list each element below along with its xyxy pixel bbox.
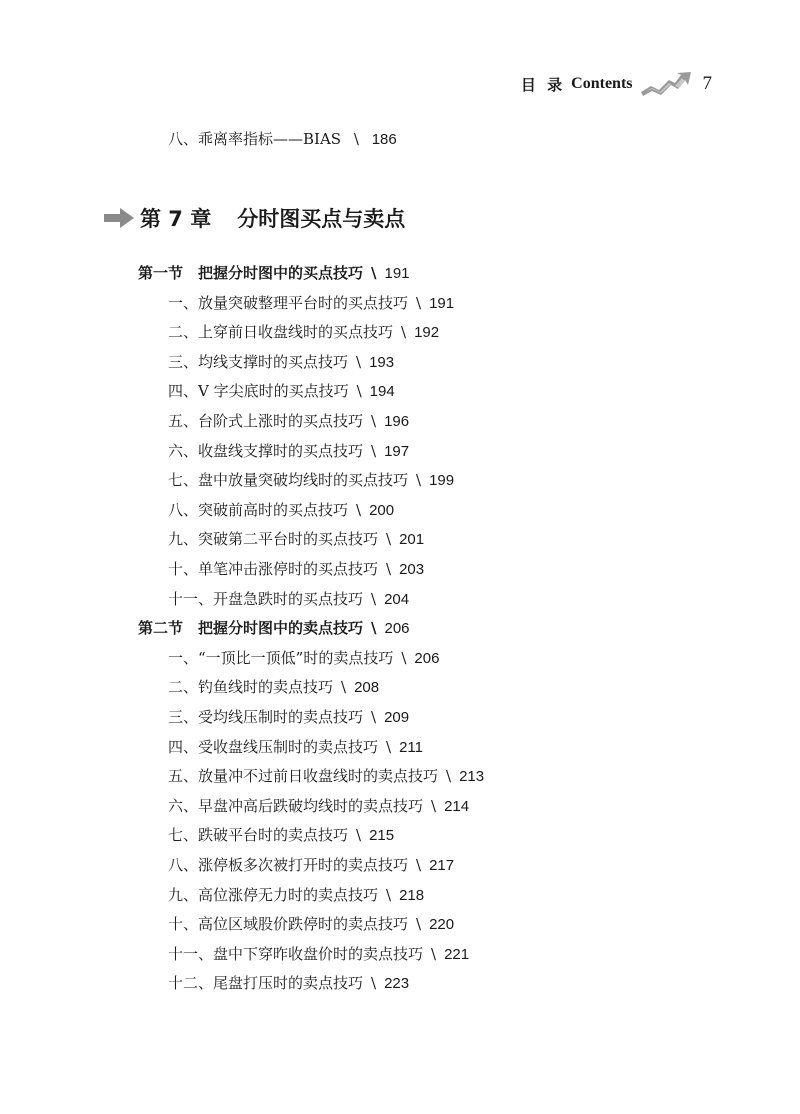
chapter-number: 第 7 章 [140,207,212,231]
toc-entry[interactable] [168,321,439,342]
toc-entry[interactable] [168,943,469,964]
toc-page-number: 203 [399,561,425,578]
toc-entry-label: 一、放量突破整理平台时的买点技巧 [168,294,409,312]
toc-entry-label: 五、放量冲不过前日收盘线时的卖点技巧 [168,767,439,785]
toc-entry-label: 三、均线支撑时的买点技巧 [168,353,349,371]
toc-entry[interactable] [168,380,395,401]
toc-page-number: 197 [384,443,410,460]
toc-separator: \ [386,530,392,548]
toc-separator: \ [401,649,407,667]
toc-page-number: 200 [369,502,395,519]
toc-separator: \ [416,856,422,874]
toc-entry-label: 九、突破第二平台时的买点技巧 [168,530,379,548]
toc-entry[interactable] [168,824,394,845]
toc-section[interactable] [138,617,410,638]
toc-separator: \ [416,915,422,933]
toc-entry-label: 十、高位区域股价跌停时的卖点技巧 [168,915,409,933]
toc-entry[interactable] [168,706,409,727]
toc-entry[interactable] [168,469,454,490]
toc-entry-label: 十一、开盘急跌时的买点技巧 [168,590,364,608]
toc-entry-label: 四、受收盘线压制时的卖点技巧 [168,738,379,756]
toc-page-number: 196 [384,413,410,430]
toc-page-number: 201 [399,531,425,548]
toc-entry[interactable] [168,292,454,313]
toc-entry[interactable] [168,558,424,579]
toc-entry[interactable] [168,765,484,786]
toc-entry[interactable] [168,972,409,993]
toc-entry-label: 八、乖离率指标——BIAS [168,130,342,148]
toc-entry[interactable] [168,647,439,668]
toc-entry-label: 一、“一顶比一顶低”时的卖点技巧 [168,649,394,667]
toc-entry[interactable] [168,884,424,905]
toc-entry-label: 四、V 字尖底时的买点技巧 [168,382,349,400]
toc-entry-label: 三、受均线压制时的卖点技巧 [168,708,364,726]
toc-entry-label: 六、收盘线支撑时的买点技巧 [168,442,364,460]
toc-page-number: 192 [414,324,440,341]
toc-separator: \ [386,886,392,904]
toc-entry[interactable] [168,499,394,520]
toc-page-number: 218 [399,887,425,904]
toc-separator: \ [386,738,392,756]
toc-page-number: 206 [384,620,410,637]
toc-page-number: 220 [429,916,455,933]
toc-entry-label: 十二、尾盘打压时的卖点技巧 [168,974,364,992]
toc-page-number: 199 [429,472,455,489]
toc-separator: \ [353,130,359,148]
toc-entry-label: 九、高位涨停无力时的卖点技巧 [168,886,379,904]
rising-arrow-icon [639,70,695,98]
toc-entry[interactable] [168,440,409,461]
header-title-zh: 目 录 [520,75,566,94]
header-title-en: Contents [571,75,633,92]
toc-page-number: 193 [369,354,395,371]
toc-separator: \ [416,294,422,312]
toc-section[interactable] [138,262,410,283]
toc-separator: \ [356,353,362,371]
toc-section-label: 第二节 把握分时图中的卖点技巧 [138,619,364,637]
toc-page-number: 213 [459,768,485,785]
toc-page-number: 215 [369,827,395,844]
toc-entry[interactable] [168,528,424,549]
toc-entry-label: 五、台阶式上涨时的买点技巧 [168,412,364,430]
toc-page-number: 223 [384,975,410,992]
toc-entry-label: 六、早盘冲高后跌破均线时的卖点技巧 [168,797,424,815]
toc-separator: \ [416,471,422,489]
toc-page-number: 194 [369,383,395,400]
toc-entry-label: 二、上穿前日收盘线时的买点技巧 [168,323,394,341]
toc-entry[interactable] [168,351,394,372]
toc-separator: \ [341,678,347,696]
toc-entry-label: 七、盘中放量突破均线时的买点技巧 [168,471,409,489]
toc-entry-label: 八、涨停板多次被打开时的卖点技巧 [168,856,409,874]
toc-separator: \ [371,708,377,726]
toc-entry[interactable] [168,736,423,757]
toc-page-number: 217 [429,857,455,874]
toc-entry[interactable] [168,588,409,609]
toc-entry[interactable] [168,795,469,816]
toc-page-number: 211 [399,739,423,756]
toc-entry-label: 二、钓鱼线时的卖点技巧 [168,678,334,696]
toc-entry-label: 八、突破前高时的买点技巧 [168,501,349,519]
toc-entry-label: 十一、盘中下穿昨收盘价时的卖点技巧 [168,945,424,963]
toc-entry[interactable] [168,410,409,431]
toc-separator: \ [446,767,452,785]
toc-section-label: 第一节 把握分时图中的买点技巧 [138,264,364,282]
page-number: 7 [702,73,712,94]
toc-separator: \ [371,442,377,460]
toc-separator: \ [356,382,362,400]
toc-page-number: 208 [354,679,380,696]
toc-separator: \ [371,412,377,430]
toc-separator: \ [356,826,362,844]
toc-separator: \ [371,264,377,282]
toc-entry[interactable] [168,854,454,875]
toc-entry-label: 十、单笔冲击涨停时的买点技巧 [168,560,379,578]
toc-page-number: 186 [371,131,397,148]
chapter-heading[interactable] [104,203,405,233]
running-header [521,70,712,98]
toc-page-number: 204 [384,591,410,608]
toc-separator: \ [371,590,377,608]
toc-separator: \ [356,501,362,519]
toc-separator: \ [431,797,437,815]
toc-separator: \ [431,945,437,963]
toc-page-number: 221 [444,946,470,963]
toc-separator: \ [371,974,377,992]
chapter-title: 分时图买点与卖点 [237,207,406,231]
chapter-arrow-icon [104,207,136,229]
toc-page-number: 191 [384,265,410,282]
toc-separator: \ [371,619,377,637]
toc-page-number: 191 [429,295,455,312]
toc-entry[interactable] [168,913,454,934]
toc-separator: \ [386,560,392,578]
toc-entry[interactable] [168,676,379,697]
toc-page-number: 209 [384,709,410,726]
toc-page-number: 214 [444,798,470,815]
toc-entry-label: 七、跌破平台时的卖点技巧 [168,826,349,844]
toc-page-number: 206 [414,650,440,667]
toc-entry[interactable] [168,128,397,149]
toc-separator: \ [401,323,407,341]
